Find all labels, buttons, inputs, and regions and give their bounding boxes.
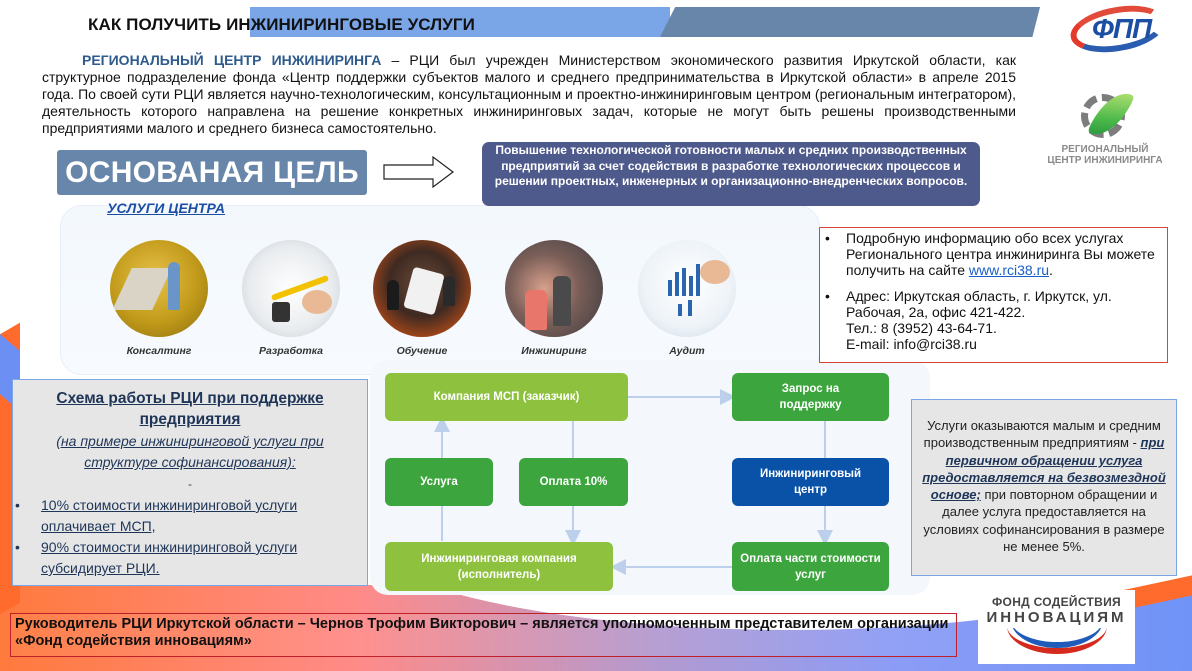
scheme-subtitle: (на примере инжиниринговой услуги при структуре софинансирования): <box>56 433 324 470</box>
service-label: Консалтинг <box>126 345 192 357</box>
service-audit <box>632 240 742 357</box>
service-development <box>236 240 346 357</box>
header-band-dark <box>660 7 1040 37</box>
scheme-bullet: • 10% стоимости инжиниринговой услуги оплачивает МСП, <box>13 495 353 537</box>
fsi-logo-line1: ФОНД СОДЕЙСТВИЯ <box>992 595 1121 609</box>
gear-leaf-icon <box>1075 88 1135 144</box>
intro-text: – РЦИ был учрежден Министерством экономического развития Иркутской области, как структурное подразделение фонда «Центр поддержки субъектов малого и среднего предпринимательства в Иркутской области» в апреле 2015 года. По своей сути РЦИ является научно-технологическим, консультационным и проектно-инжиниринговым центром (региональным интегратором), деятельность которого направлена на решение конкретных инжиниринговых задач, которые не могут быть решены производственными предприятиями малого и среднего бизнеса самостоятельно. <box>42 52 1016 136</box>
engineering-photo <box>505 240 603 337</box>
phone-text: Тел.: 8 (3952) 43-64-71. <box>846 320 997 336</box>
email-text: E-mail: info@rci38.ru <box>846 336 977 352</box>
flow-partial-payment: Оплата части стоимости услуг <box>732 542 889 591</box>
contact-info-box <box>819 227 1168 363</box>
rci-logo-line1: РЕГИОНАЛЬНЫЙ <box>1061 144 1149 155</box>
website-link[interactable]: www.rci38.ru <box>968 262 1050 278</box>
service-engineering <box>499 240 609 357</box>
page-title: КАК ПОЛУЧИТЬ ИНЖИНИРИНГОВЫЕ УСЛУГИ <box>88 15 475 34</box>
intro-paragraph <box>42 52 1016 137</box>
training-photo <box>373 240 471 337</box>
goal-badge: ОСНОВАНАЯ ЦЕЛЬ <box>57 150 367 195</box>
scheme-dash: - <box>188 477 192 491</box>
fpp-logo <box>1068 3 1168 55</box>
terms-note-box: Услуги оказываются малым и средним производственным предприятиям - при первичном обращении услуга предоставляется на безвозмездной основе; при повторном обращении и далее услуга предоставляется на условиях софинансирования в размере не менее 5%. <box>911 399 1177 576</box>
free-first-service-emphasis: при первичном обращении услуга предоставляется на безвозмездной основе; <box>922 435 1166 503</box>
info-address-item <box>820 288 1161 352</box>
intro-lead: РЕГИОНАЛЬНЫЙ ЦЕНТР ИНЖИНИРИНГА <box>82 52 382 68</box>
service-label: Инжиниринг <box>521 345 587 357</box>
right-arrow-icon <box>383 156 455 188</box>
flag-swoosh-icon <box>1007 628 1107 656</box>
audit-photo <box>638 240 736 337</box>
flow-engineering-company: Инжиниринговая компания (исполнитель) <box>385 542 613 591</box>
scheme-bullet: • 90% стоимости инжиниринговой услуги субсидирует РЦИ. <box>13 537 353 579</box>
fsi-logo-line2: ИННОВАЦИЯМ <box>986 609 1127 626</box>
service-label: Разработка <box>259 345 323 357</box>
service-training <box>367 240 477 357</box>
scheme-title: Схема работы РЦИ при поддержке предприятия <box>56 390 324 428</box>
service-consulting <box>104 240 214 357</box>
address-text: • Адрес: Иркутская область, г. Иркутск, ул. Рабочая, 2а, офис 421-422. <box>846 288 1112 320</box>
goal-description: Повышение технологической готовности малых и средних производственных предприятий за счет содействия в разработке технологических процессов и решении проектных, инженерных и организационно-внедренческих вопросов. <box>482 142 980 206</box>
rci-logo <box>1030 88 1180 170</box>
service-label: Обучение <box>396 345 448 357</box>
flow-payment-10: Оплата 10% <box>519 458 628 506</box>
fsi-logo <box>978 590 1135 664</box>
info-website-item: • Подробную информацию обо всех услугах Регионального центра инжиниринга Вы можете получить на сайте www.rci38.ru. <box>820 230 1161 278</box>
service-label: Аудит <box>669 345 705 357</box>
flow-support-request: Запрос на поддержку <box>732 373 889 421</box>
consulting-photo <box>110 240 208 337</box>
flow-engineering-center: Инжиниринговый центр <box>732 458 889 506</box>
flow-msp-company: Компания МСП (заказчик) <box>385 373 628 421</box>
fpp-logo-text: ФПП <box>1092 13 1152 44</box>
rci-logo-line2: ЦЕНТР ИНЖИНИРИНГА <box>1047 155 1163 166</box>
footer-statement: Руководитель РЦИ Иркутской области – Чернов Трофим Викторович – является уполномоченным представителем организации «Фонд содействия инновациям» <box>10 613 957 657</box>
services-title[interactable]: УСЛУГИ ЦЕНТРА <box>107 200 226 216</box>
scheme-box <box>12 379 368 586</box>
development-photo <box>242 240 340 337</box>
flow-service: Услуга <box>385 458 493 506</box>
